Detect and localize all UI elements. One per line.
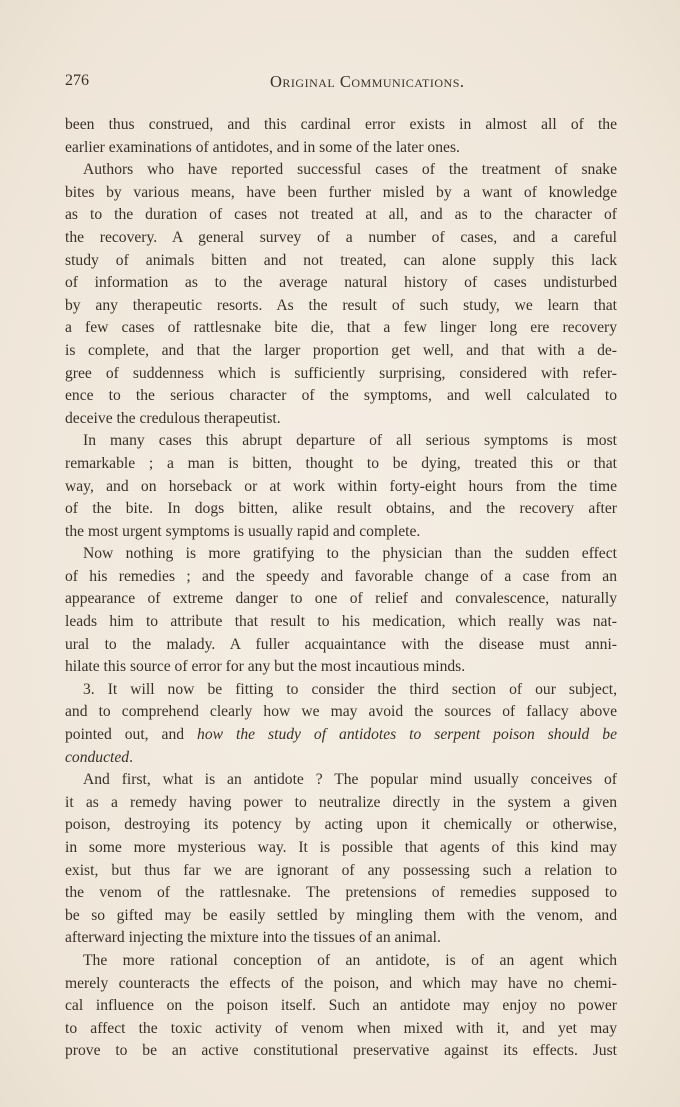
line-text: In many cases this abrupt departure of all serious symptoms is most [83, 432, 617, 450]
text-line [65, 679, 617, 702]
line-text: ence to the serious character of the symptoms, and well calculated to [65, 387, 617, 405]
line-text: bites by various means, have been further misled by a want of knowledge [65, 183, 617, 201]
page-header [65, 72, 617, 94]
text-line [65, 814, 617, 837]
text-line [65, 837, 617, 860]
text-line [65, 724, 617, 747]
line-text: the recovery. A general survey of a number of cases, and a careful [65, 228, 617, 246]
text-line [65, 882, 617, 905]
text-line [65, 295, 617, 318]
text-line [65, 159, 617, 182]
text-line [65, 227, 617, 250]
text-line [65, 747, 617, 770]
line-text: to affect the toxic activity of venom when mixed with it, and yet may [65, 1019, 617, 1037]
line-text: earlier examinations of antidotes, and in some of the later ones. [65, 138, 460, 156]
line-text-after: . [129, 748, 133, 766]
line-text: of information as to the average natural history of cases undisturbed [65, 274, 617, 292]
text-line [65, 498, 617, 521]
text-line [65, 182, 617, 205]
text-line [65, 476, 617, 499]
text-line [65, 114, 617, 137]
text-line [65, 453, 617, 476]
text-line [65, 927, 617, 950]
text-line [65, 363, 617, 386]
text-line [65, 769, 617, 792]
text-line [65, 1018, 617, 1041]
line-text: appearance of extreme danger to one of relief and convalescence, naturally [65, 590, 617, 608]
running-title: Original Communications. [270, 72, 465, 91]
line-text: a few cases of rattlesnake bite die, that a few linger long ere recovery [65, 319, 617, 337]
line-text: The more rational conception of an antidote, is of an agent which [83, 951, 617, 969]
line-text: as to the duration of cases not treated at all, and as to the character of [65, 206, 617, 224]
line-text: the venom of the rattlesnake. The pretensions of remedies supposed to [65, 884, 617, 902]
line-text: of the bite. In dogs bitten, alike result obtains, and the recovery after [65, 500, 617, 518]
text-line [65, 430, 617, 453]
line-text: exist, but thus far we are ignorant of any possessing such a relation to [65, 861, 617, 879]
italic-text: conducted [65, 748, 130, 766]
text-line [65, 204, 617, 227]
line-text: Now nothing is more gratifying to the physician than the sudden effect [83, 545, 617, 563]
line-text: by any therapeutic resorts. As the result of such study, we learn that [65, 296, 617, 314]
text-line [65, 317, 617, 340]
text-line [65, 137, 617, 160]
italic-text: how the study of antidotes to serpent poison should be [197, 726, 618, 744]
text-line [65, 408, 617, 431]
line-text: 3. It will now be fitting to consider the third section of our subject, [83, 680, 617, 698]
text-line [65, 272, 617, 295]
body-text [65, 114, 617, 1063]
line-text: poison, destroying its potency by acting upon it chemically or otherwise, [65, 816, 617, 834]
text-line [65, 588, 617, 611]
line-text: cal influence on the poison itself. Such an antidote may enjoy no power [65, 997, 617, 1015]
line-text: of his remedies ; and the speedy and favorable change of a case from an [65, 567, 617, 585]
text-line [65, 1040, 617, 1063]
text-line [65, 543, 617, 566]
line-text: remarkable ; a man is bitten, thought to be dying, treated this or that [65, 454, 617, 472]
text-line [65, 634, 617, 657]
text-line [65, 340, 617, 363]
text-line [65, 250, 617, 273]
line-text: gree of suddenness which is sufficiently surprising, considered with refer- [65, 364, 617, 382]
text-line [65, 792, 617, 815]
line-text: pointed out, and [65, 726, 198, 744]
line-text: and to comprehend clearly how we may avoid the sources of fallacy above [65, 703, 617, 721]
text-line [65, 701, 617, 724]
line-text: afterward injecting the mixture into the tissues of an animal. [65, 929, 441, 947]
text-line [65, 385, 617, 408]
text-line [65, 656, 617, 679]
line-text: ural to the malady. A fuller acquaintance with the disease must anni- [65, 635, 617, 653]
line-text: been thus construed, and this cardinal error exists in almost all of the [65, 116, 617, 133]
line-text: deceive the credulous therapeutist. [65, 409, 281, 427]
text-line [65, 521, 617, 544]
text-line [65, 905, 617, 928]
line-text: study of animals bitten and not treated, can alone supply this lack [65, 251, 617, 269]
line-text: hilate this source of error for any but the most incautious minds. [65, 658, 466, 676]
text-line [65, 860, 617, 883]
line-text: leads him to attribute that result to his medication, which really was nat- [65, 613, 617, 631]
text-line [65, 973, 617, 996]
line-text: is complete, and that the larger proportion get well, and that with a de- [65, 341, 617, 359]
line-text: Authors who have reported successful cases of the treatment of snake [83, 161, 617, 179]
line-text: be so gifted may be easily settled by mingling them with the venom, and [65, 906, 617, 924]
line-text: And first, what is an antidote ? The popular mind usually conceives of [83, 771, 617, 789]
line-text: way, and on horseback or at work within forty-eight hours from the time [65, 477, 617, 495]
line-text: it as a remedy having power to neutralize directly in the system a given [65, 793, 617, 811]
text-line [65, 995, 617, 1018]
line-text: in some more mysterious way. It is possible that agents of this kind may [65, 839, 617, 856]
line-text: prove to be an active constitutional preservative against its effects. Just [65, 1042, 617, 1060]
page-number: 276 [65, 72, 89, 89]
text-line [65, 566, 617, 589]
line-text: the most urgent symptoms is usually rapid and complete. [65, 522, 421, 540]
line-text: merely counteracts the effects of the poison, and which may have no chemi- [65, 974, 617, 992]
text-line [65, 950, 617, 973]
text-line [65, 611, 617, 634]
